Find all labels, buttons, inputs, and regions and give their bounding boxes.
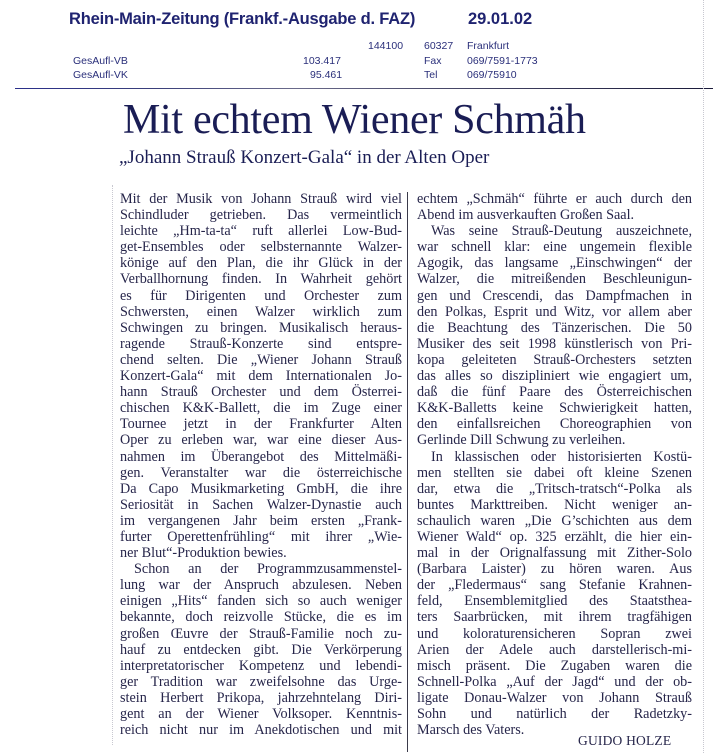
text-line: ger Tradition war zweifelsohne das Urge- [120, 673, 402, 690]
text-line: Oper zu erleben war, war eine dieser Aus- [120, 432, 402, 449]
text-line: gen. Veranstalter war die österreichische [120, 464, 402, 481]
text-line: ters Saarbrücken, mit ihrem tragfähigen [417, 609, 692, 626]
circulation-value-vb: 103.417 [303, 55, 341, 67]
text-line: großen Œuvre der Strauß-Familie noch zu- [120, 625, 402, 642]
text-line: das alles so diszipliniert wie engagiert um, [417, 368, 692, 385]
circulation-label-vk: GesAufl-VK [73, 69, 128, 81]
text-line: im vergangenen Jahr beim ersten „Frank- [120, 512, 402, 529]
text-line: stein Herbert Prikopa, jahrzehntelang Diri- [120, 689, 402, 706]
text-line: hauf zu entdecken gibt. Die Verkörperung [120, 641, 402, 658]
scan-edge-right [703, 0, 704, 753]
text-line: kopa geleiteten Strauß-Orchesters setzten [417, 351, 692, 368]
text-line: Verballhornung finden. In Wahrheit gehört [120, 271, 402, 288]
text-line: misch präsent. Die Zugaben waren die [417, 657, 692, 674]
text-line: den Polkas, Esprit und Witz, vor allem aber [417, 303, 692, 320]
fax-number: 069/7591-1773 [467, 55, 538, 67]
text-line: In klassischen oder historisierten Kostü- [431, 448, 692, 465]
text-line: Schwingen zu bringen. Musikalisch heraus- [120, 319, 402, 336]
text-line: chend selten. Die „Wiener Johann Strauß [120, 351, 402, 368]
publication-code: 144100 [368, 40, 404, 52]
text-line: Musiker des seit 1998 künstlerisch von Pri- [417, 335, 692, 352]
text-line: gen und Crescendi, das Dampfmachen in [417, 287, 692, 304]
text-line: feld, Ensemblemitglied des Staatsthea- [417, 593, 692, 610]
text-line: könige auf den Plan, die ihr Glück in der [120, 255, 402, 272]
text-line: Wiener Wald“ op. 325 erzählt, die hier ein- [417, 528, 692, 545]
text-line: Seriosität in Sachen Walzer-Dynastie auch [120, 496, 402, 513]
text-line: lung war der Anspruch abzulesen. Neben [120, 577, 402, 594]
text-line: die Beachtung des Tänzerischen. Die 50 [417, 319, 692, 336]
publication-name: Rhein-Main-Zeitung (Frankf.-Ausgabe d. FAZ) [69, 10, 416, 28]
article-column-right [417, 191, 692, 738]
text-line: Da Capo Musikmarketing GmbH, die ihre [120, 480, 402, 497]
text-line: buntes Markttreiben. Nicht weniger an- [417, 496, 692, 513]
text-line: Arien der Adele auch darstellerisch-mi- [417, 641, 692, 658]
text-line: bekannte, doch reizvolle Stücke, die es im [120, 609, 402, 626]
text-line: Abend im ausverkauften Großen Saal. [417, 207, 635, 224]
text-line: reich nicht nur im Anekdotischen und mit [120, 722, 402, 739]
city: Frankfurt [467, 40, 510, 52]
fax-label: Fax [424, 55, 442, 67]
text-line: gent an der Wiener Volksoper. Kenntnis- [120, 706, 402, 722]
text-line: einigen „Hits“ fanden sich so auch weniger [120, 593, 402, 610]
text-line: get-Ensembles oder selbsternannte Walzer- [120, 239, 402, 256]
text-line: Walzer, die mitreißenden Beschleunigun- [417, 271, 692, 288]
text-line: Agogik, das langsame „Einschwingen“ der [417, 255, 692, 272]
tel-label: Tel [424, 69, 438, 81]
text-line: echtem „Schmäh“ führte er auch durch den [417, 191, 692, 207]
text-line: dar, etwa die „Tritsch-tratsch“-Polka als [417, 480, 692, 497]
text-line: ligate Donau-Walzer von Johann Strauß [417, 689, 692, 706]
circulation-value-vk: 95.461 [310, 69, 343, 81]
column-divider [407, 192, 408, 752]
text-line: den einfallsreichen Choreographien von [417, 416, 692, 433]
tel-number: 069/75910 [467, 69, 517, 81]
text-line: Marsch des Vaters. [417, 722, 525, 739]
text-line: ner Blut“-Produktion bewies. [120, 545, 287, 562]
scan-edge-left [112, 185, 113, 745]
text-line: Schon an der Programmzusammenstel- [134, 561, 402, 578]
text-line: mal in der Orignalfassung mit Zither-Solo [417, 545, 692, 562]
text-line: Mit der Musik von Johann Strauß wird viel [120, 191, 402, 207]
text-line: chischen K&K-Ballett, die im Zuge einer [120, 400, 402, 417]
text-line: Tournee jetzt in der Frankfurter Alten [120, 416, 402, 433]
circulation-label-vb: GesAufl-VB [73, 55, 128, 67]
text-line: hann Strauß Orchester und dem Österrei- [120, 384, 402, 401]
text-line: Konzert-Gala“ mit dem Internationalen Jo- [120, 368, 402, 385]
text-line: daß die fünf Paare des Österreichischen [417, 384, 692, 401]
header-divider [15, 88, 713, 89]
text-line: interpretatorischer Kompetenz und lebendi- [120, 657, 402, 674]
author-byline: GUIDO HOLZE [578, 733, 672, 748]
text-line: Sohn und natürlich der Radetzky- [417, 706, 692, 722]
text-line: schaulich waren „Die G’schichten aus dem [417, 512, 692, 529]
text-line: (Barbara Laister) zu hören waren. Aus [417, 561, 692, 578]
text-line: K&K-Balletts keine Schwierigkeit hatten, [417, 400, 692, 417]
text-line: Schnell-Polka „Auf der Jagd“ und der ob- [417, 673, 692, 690]
text-line: es für Dirigenten und Orchester zum [120, 287, 402, 304]
text-line: Schindluder getrieben. Das vermeintlich [120, 207, 402, 224]
article-headline: Mit echtem Wiener Schmäh [123, 97, 586, 143]
text-line: men stellten sie dabei oft kleine Szenen [417, 464, 692, 481]
text-line: der „Fledermaus“ sang Stefanie Krahnen- [417, 577, 692, 594]
article-column-left [120, 191, 402, 738]
text-line: furter Operettenfrühling“ mit ihrer „Wie- [120, 528, 402, 545]
text-line: leichte „Hm-ta-ta“ ruft allerlei Low-Bud- [120, 223, 402, 240]
text-line: Was seine Strauß-Deutung auszeichnete, [431, 223, 692, 240]
text-line: ragende Strauß-Konzerte sind entspre- [120, 335, 402, 352]
article-subheadline: „Johann Strauß Konzert-Gala“ in der Alten Oper [119, 147, 490, 168]
publication-date: 29.01.02 [468, 10, 533, 28]
text-line: nahmen im Überangebot des Mittelmäßi- [120, 448, 402, 465]
text-line: und koloraturensicheren Sopran zwei [417, 625, 692, 642]
text-line: Schwersten, einen Walzer wirklich zum [120, 303, 402, 320]
postal-code: 60327 [424, 40, 454, 52]
text-line: war schnell klar: eine ungemein flexible [417, 239, 692, 256]
text-line: Gerlinde Dill Schwung zu verleihen. [417, 432, 626, 449]
